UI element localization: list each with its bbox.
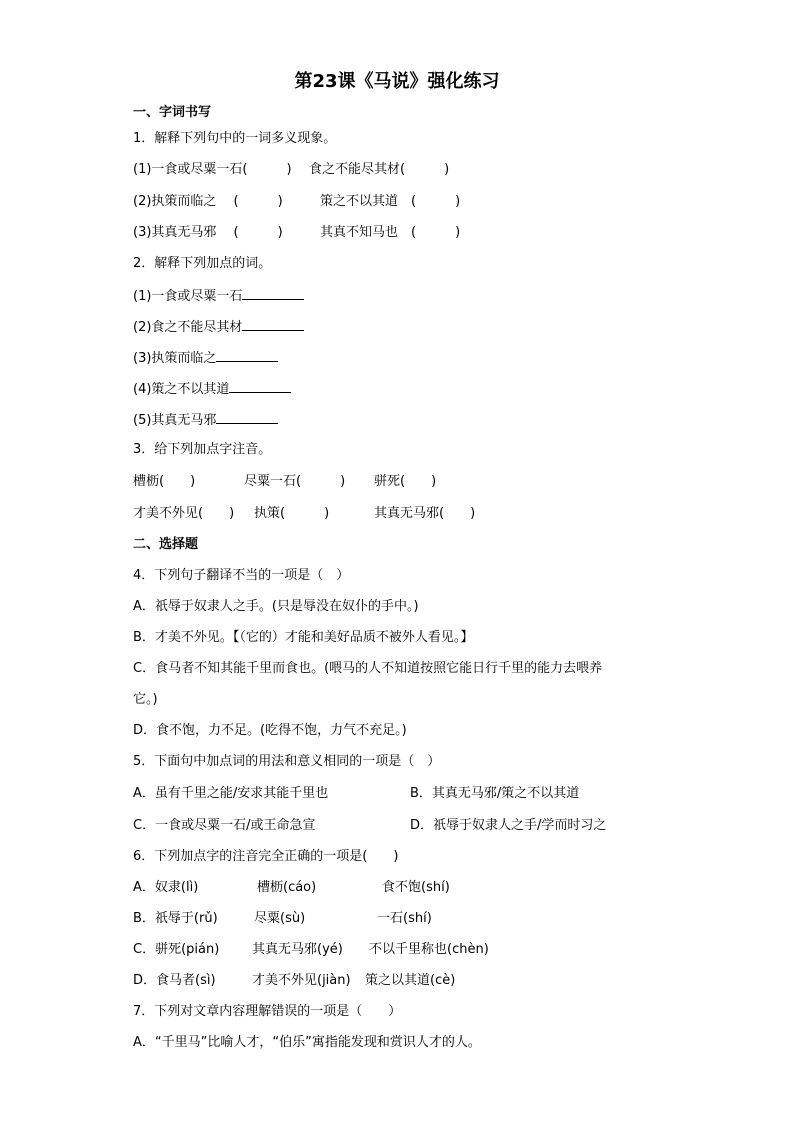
question-5-stem: 5．下面句中加点词的用法和意义相同的一项是（ ） (133, 754, 441, 769)
question-6-option-c-part: 不以千里称也(chèn) (369, 942, 489, 957)
section-heading-vocabulary: 一、字词书写 (133, 105, 212, 120)
question-4-option-a: A．祇辱于奴隶人之手。(只是辱没在奴仆的手中。) (133, 599, 419, 614)
question-7-option-a: A．“千里马”比喻人才，“伯乐”寓指能发现和赏识人才的人。 (133, 1035, 481, 1050)
question-6-option-b-part: 一石(shí) (377, 911, 432, 926)
answer-blank[interactable] (242, 317, 304, 331)
question-5-option-b: B．其真无马邪/策之不以其道 (410, 786, 580, 801)
answer-blank[interactable] (242, 286, 304, 300)
question-6-option-b-part: 尽粟(sù) (254, 911, 306, 926)
question-2-item (133, 379, 291, 399)
question-2-item-text: (1)一食或尽粟一石 (133, 289, 243, 304)
question-1-row-1-left: (1)一食或尽粟一石( ) (133, 162, 292, 177)
question-6-option-d-part: 策之以其道(cè) (365, 973, 456, 988)
question-1-stem: 1．解释下列句中的一词多义现象。 (133, 131, 337, 146)
question-6-option-d-part: D．食马者(sì) (133, 973, 216, 988)
question-3-item: 才美不外见( ) (133, 506, 235, 521)
question-5-option-d: D．祇辱于奴隶人之手/学而时习之 (410, 818, 607, 833)
question-6-option-c-part: 其真无马邪(yé) (252, 942, 343, 957)
question-4-option-c: C．食马者不知其能千里而食也。(喂马的人不知道按照它能日行千里的能力去喂养 (133, 661, 603, 676)
question-3-item: 执策( ) (254, 506, 330, 521)
question-3-item: 其真无马邪( ) (374, 506, 476, 521)
question-5-option-c: C．一食或尽粟一石/或王命急宣 (133, 818, 316, 833)
question-3-stem: 3．给下列加点字注音。 (133, 442, 272, 457)
page-title: 第23课《马说》强化练习 (294, 71, 500, 92)
question-2-item (133, 317, 304, 337)
question-3-item: 骈死( ) (374, 474, 437, 489)
question-4-option-c-continued: 它。) (133, 692, 158, 707)
question-6-option-c-part: C．骈死(pián) (133, 942, 220, 957)
question-1-row-3-right: 其真不知马也 ( ) (320, 225, 461, 240)
question-1-row-2-left: (2)执策而临之 ( ) (133, 194, 283, 209)
question-2-item-text: (2)食之不能尽其材 (133, 320, 243, 335)
question-2-stem: 2．解释下列加点的词。 (133, 256, 272, 271)
question-6-option-a-part: 槽枥(cáo) (257, 880, 317, 895)
question-6-option-b-part: B．祇辱于(rǔ) (133, 911, 218, 926)
question-4-option-d: D．食不饱，力不足。(吃得不饱，力气不充足。) (133, 723, 407, 738)
question-7-stem: 7．下列对文章内容理解错误的一项是（ ） (133, 1004, 402, 1019)
answer-blank[interactable] (229, 379, 291, 393)
question-6-stem: 6．下列加点字的注音完全正确的一项是( ) (133, 849, 399, 864)
question-4-stem: 4．下列句子翻译不当的一项是（ ） (133, 568, 350, 583)
section-heading-choice: 二、选择题 (133, 537, 199, 552)
question-2-item-text: (4)策之不以其道 (133, 382, 230, 397)
question-4-option-b: B．才美不外见。【（它的）才能和美好品质不被外人看见。】 (133, 630, 474, 645)
question-1-row-2-right: 策之不以其道 ( ) (320, 194, 461, 209)
question-2-item-text: (5)其真无马邪 (133, 413, 217, 428)
question-3-item: 尽粟一石( ) (244, 474, 346, 489)
answer-blank[interactable] (216, 410, 278, 424)
question-2-item-text: (3)执策而临之 (133, 351, 217, 366)
question-2-item (133, 348, 278, 368)
question-6-option-d-part: 才美不外见(jiàn) (252, 973, 351, 988)
question-5-option-a: A．虽有千里之能/安求其能千里也 (133, 786, 329, 801)
question-6-option-a-part: A．奴隶(lì) (133, 880, 199, 895)
question-6-option-a-part: 食不饱(shí) (382, 880, 450, 895)
question-3-item: 槽枥( ) (133, 474, 196, 489)
answer-blank[interactable] (216, 348, 278, 362)
question-1-row-1-right: 食之不能尽其材( ) (309, 162, 450, 177)
question-2-item (133, 410, 278, 430)
question-1-row-3-left: (3)其真无马邪 ( ) (133, 225, 283, 240)
question-2-item (133, 286, 304, 306)
